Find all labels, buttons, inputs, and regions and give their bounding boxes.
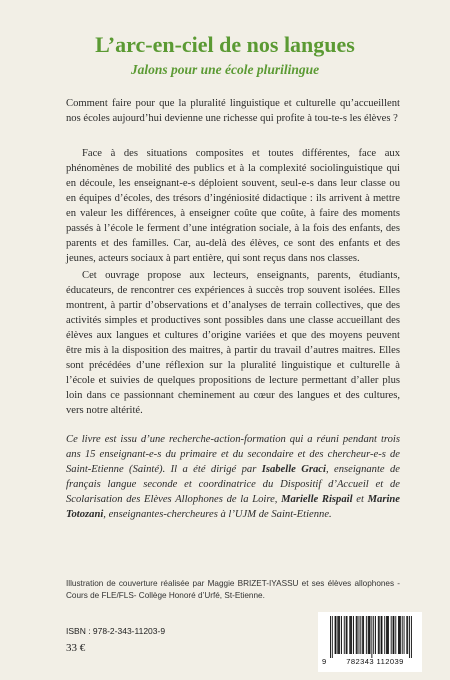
barcode-lead-digit: 9 xyxy=(322,657,327,666)
author-name: Isabelle Graci xyxy=(261,464,326,475)
author-name: Marielle Rispail xyxy=(281,494,353,505)
body-paragraph: Face à des situations composites et toutes différentes, face aux phénomènes de mobilité des publics et à la complexité sociolinguistique qui en découle, les enseignant-e-s déploient souvent, seul-e-s dans leur classe ou en équipes d’écoles, des trésors d’ingéniosité didactique : ils arrivent à mettre en valeur les différences, à enseigner coûte que coûte, à faire des moments passés à l’école le ferment d’une intégration sociale, à la fois des enfants, des parents et des familles. Car, au-delà des élèves, ce sont des enfants et des jeunes, acteurs sociaux à part entière, qui sont reçus dans nos classes. xyxy=(66,148,400,264)
barcode-bars-icon xyxy=(318,612,422,658)
note-text: et xyxy=(352,494,368,505)
book-subtitle: Jalons pour une école plurilingue xyxy=(130,62,320,77)
intro-question: Comment faire pour que la pluralité linguistique et culturelle qu’accueillent nos écoles aujourd’hui devienne une richesse qui profite à tou-te-s les élèves ? xyxy=(66,98,400,124)
barcode-digits: 782343 112039 xyxy=(346,657,404,666)
body-paragraph: Cet ouvrage propose aux lecteurs, enseignants, parents, étudiants, éducateurs, de rencontrer ces expériences à succès trop souvent isolées. Elles montrent, à partir d’observations et d’analyses de terrain collectives, que des activités simples et productives sont possibles dans une classe accueillant des élèves aux langues et cultures d’origine variées et que des moyens peuvent être mis à la disposition des maitres, à partir du travail d’autres maitres. Elles sont précédées d’une réflexion sur la pluralité linguistique et culturelle à l’école et suivies de quelques propositions de lecture permettant d’aller plus loin dans ce passionnant cheminement au cœur des langues et des cultures, vers notre altérité. xyxy=(66,270,400,416)
price: 33 € xyxy=(66,642,86,654)
author-name: Marine Totozani xyxy=(66,494,400,520)
note-text: Ce livre est issu d’une recherche-action-formation qui a réuni pendant trois ans 15 enseignant-e-s du primaire et du secondaire et des chercheur-e-s de Saint-Etienne (Sainté). Il a été dirigé par xyxy=(66,434,400,475)
illustration-credit: Illustration de couverture réalisée par Maggie BRIZET-IYASSU et ses élèves allophones - Cours de FLE/FLS- Collège Honoré d’Urfé, St-Etienne. xyxy=(66,579,400,600)
note-text: , enseignantes-chercheures à l’UJM de Saint-Etienne. xyxy=(103,509,332,520)
isbn: ISBN : 978-2-343-11203-9 xyxy=(66,626,166,636)
barcode xyxy=(318,612,422,672)
book-title: L’arc-en-ciel de nos langues xyxy=(95,32,355,57)
authors-note xyxy=(66,432,400,522)
note-text: , enseignante de français langue seconde et coordinatrice du Dispositif d’Accueil et de Scolarisation des Elèves Allophones de la Loire, xyxy=(66,464,400,505)
